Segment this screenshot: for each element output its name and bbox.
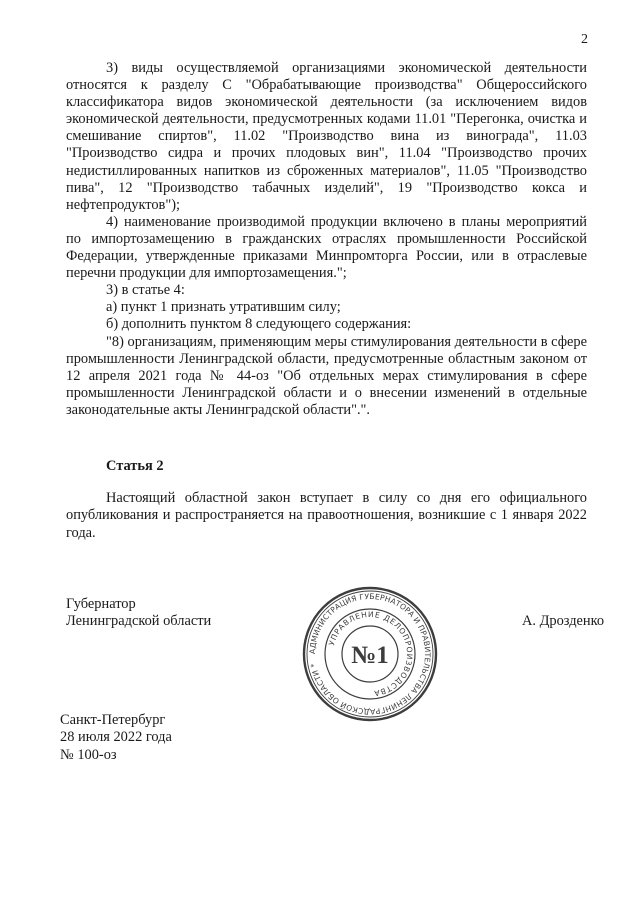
paragraph-sub-a: а) пункт 1 признать утратившим силу; — [106, 299, 341, 316]
paragraph-item-4: 4) наименование производимой продукции включено в планы мероприятий по импортозамещению в гражданских отраслях промышленности Российской Федерации, утвержденные приказами Минпромторга России, или в отраслевые перечни продукции для импортозамещения."; — [66, 213, 587, 282]
signatory-title — [66, 596, 211, 631]
seal-ring-text: АДМИНИСТРАЦИЯ ГУБЕРНАТОРА И ПРАВИТЕЛЬСТВА ЛЕНИНГРАДСКОЙ ОБЛАСТИ * — [307, 591, 433, 717]
paragraph-article-4: 3) в статье 4: — [106, 282, 185, 299]
signatory-name: А. Дрозденко — [522, 613, 605, 629]
seal-inner-text: УПРАВЛЕНИЕ ДЕЛОПРОИЗВОДСТВА — [327, 609, 415, 698]
signatory-title-line1: Губернатор — [66, 596, 136, 612]
paragraph-item-3: 3) виды осуществляемой организациями экономической деятельности относятся к разделу С "Обрабатывающие производства" Общероссийского классификатора видов экономической деятельности (за исключением видов экономической деятельности, предусмотренных кодами 11.01 "Перегонка, очистка и смешивание спиртов", 11.02 "Производство вина из винограда", 11.03 "Производство сидра и прочих плодовых вин", 11.04 "Производство прочих недистиллированных напитков из сброженных материалов", 11.05 "Производство пива", 12 "Производство табачных изделий", 19 "Производство кокса и нефтепродуктов"); — [66, 60, 587, 213]
law-amendments-text — [66, 60, 587, 419]
official-seal-stamp — [302, 586, 438, 722]
date-line: 28 июля 2022 года — [60, 729, 172, 746]
article-2-title: Статья 2 — [106, 458, 164, 474]
place-and-date — [60, 712, 172, 764]
entry-into-force-paragraph: Настоящий областной закон вступает в силу со дня его официального опубликования и распространяется на правоотношения, возникшие с 1 января 2022 года. — [66, 490, 587, 541]
law-number-line: № 100-оз — [60, 746, 117, 763]
city-line: Санкт-Петербург — [60, 712, 166, 728]
article-2-text — [66, 490, 587, 542]
paragraph-sub-b: б) дополнить пунктом 8 следующего содержания: — [106, 316, 412, 333]
paragraph-point-8: "8) организациям, применяющим меры стимулирования деятельности в сфере промышленности Ленинградской области, предусмотренные областным законом от 12 апреля 2021 года № 44-оз "Об отдельных мерах стимулирования в сфере промышленности Ленинградской области и о внесении изменений в отдельные законодательные акты Ленинградской области".". — [66, 333, 587, 418]
page-number: 2 — [581, 32, 588, 47]
seal-number: №1 — [351, 642, 389, 669]
signatory-title-line2: Ленинградской области — [66, 613, 212, 630]
